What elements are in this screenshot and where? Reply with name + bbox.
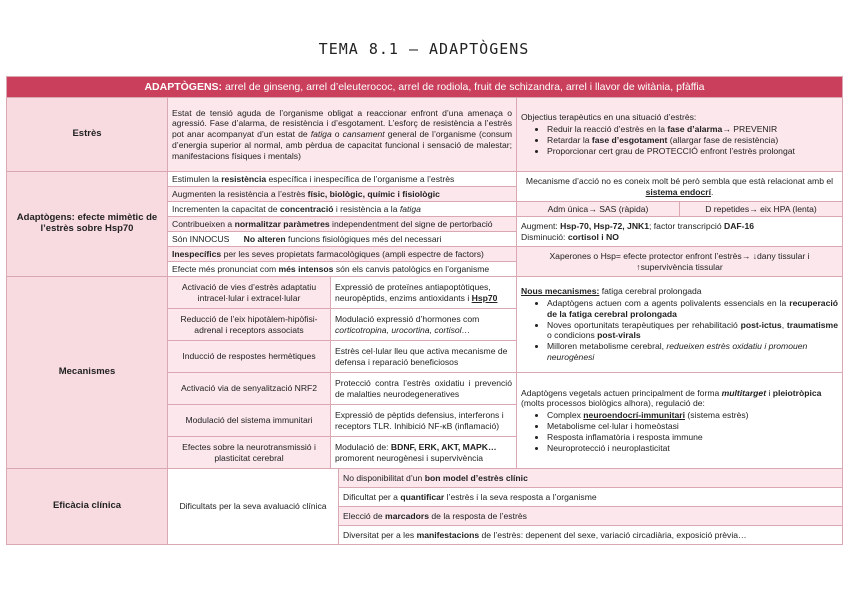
mech-right-2: Modulació expressió d’hormones com corticotropina, urocortina, cortisol… xyxy=(331,309,517,341)
summary-table xyxy=(6,76,843,545)
estres-objectives xyxy=(517,98,843,172)
mech-left-3: Inducció de respostes hermètiques xyxy=(168,341,331,373)
adapt-adm-repetides: D repetides→ eix HPA (lenta) xyxy=(680,202,843,217)
vegetal-item: • Metabolisme cel·lular i homeòstasi xyxy=(547,421,838,432)
adapt-row-1: Estimulen la resistència específica i inespecífica de l’organisme a l’estrès xyxy=(168,172,517,187)
mech-left-6: Efectes sobre la neurotransmissió i plasticitat cerebral xyxy=(168,437,331,469)
new-mechanisms-title: Nous mecanismes: fatiga cerebral prolongada xyxy=(521,286,702,297)
vegetal-title: Adaptògens vegetals actuen principalment de forma multitarget i pleiotròpica (molts processos biològics alhora), regulació de: xyxy=(521,387,822,409)
new-mechanism-item: • Noves oportunitats terapèutiques per rehabilitació post-ictus, traumatisme o condicions post-virals xyxy=(547,320,838,342)
mech-left-4: Activació via de senyalització NRF2 xyxy=(168,373,331,405)
header-label: ADAPTÒGENS: xyxy=(144,80,223,93)
adapt-row-3: Incrementen la capacitat de concentració i resistència a la fatiga xyxy=(168,202,517,217)
section-estres: Estrès xyxy=(7,98,168,172)
objective-item: • Retardar la fase d’esgotament (allargar fase de resistència) xyxy=(547,135,838,146)
adaptogens-header xyxy=(7,77,843,98)
adapt-row-2: Augmenten la resistència a l’estrès físic, biològic, químic i fisiològic xyxy=(168,187,517,202)
eficacia-item-2: Dificultat per a quantificar l’estrès i la seva resposta a l’organisme xyxy=(339,488,843,507)
new-mechanisms xyxy=(517,277,843,373)
page-title: TEMA 8.1 – ADAPTÒGENS xyxy=(318,40,530,58)
adapt-xaperones: Xaperones o Hsp= efecte protector enfront l’estrès→ ↓dany tissular i ↑supervivència tissular xyxy=(517,247,843,277)
adapt-row-6: Inespecífics per les seves propietats farmacològiques (ampli espectre de factors) xyxy=(168,247,517,262)
mech-left-2: Reducció de l’eix hipotàlem-hipòfisi-adrenal i receptors associats xyxy=(168,309,331,341)
eficacia-item-3: Elecció de marcadors de la resposta de l’estrès xyxy=(339,507,843,526)
new-mechanism-item: • Adaptògens actuen com a agents polivalents essencials en la recuperació de la fatiga cerebral prolongada xyxy=(547,298,838,320)
mech-right-6: Modulació de: BDNF, ERK, AKT, MAPK… promorent neurogènesi i supervivència xyxy=(331,437,517,469)
augment-line: Augment: Hsp-70, Hsp-72, JNK1; factor transcripció DAF-16 xyxy=(521,220,755,231)
section-mecanismes: Mecanismes xyxy=(7,277,168,469)
estres-description: Estat de tensió aguda de l’organisme obligat a reaccionar enfront d’una amenaça o agressió. Fase d’alarma, de resistència i d’esgotament. L’esforç de resistència a l’estrès pot anar acompanyat d’un estat de fatiga o cansament general de l’organisme (consum d’energia superior al normal, amb pèrdua de capacitat funcional i sensació de malestar; manifestacions físiques i mentals) xyxy=(168,98,517,172)
objectives-title: Objectius terapèutics en una situació d’estrès: xyxy=(521,112,697,123)
section-eficacia: Eficàcia clínica xyxy=(7,469,168,545)
new-mechanism-item: • Milloren metabolisme cerebral, redueixen estrès oxidatiu i promouen neurogènesi xyxy=(547,341,838,363)
mech-left-1: Activació de vies d’estrès adaptatiu intracel·lular i extracel·lular xyxy=(168,277,331,309)
adapt-mechanism: Mecanisme d’acció no es coneix molt bé però sembla que està relacionat amb el sistema endocrí. xyxy=(517,172,843,202)
vegetal-item: • Neuroprotecció i neuroplasticitat xyxy=(547,443,838,454)
adapt-row-5: Són INNOCUS No alteren funcions fisiològiques més del necessari xyxy=(168,232,517,247)
vegetal-adaptogens xyxy=(517,373,843,469)
disminucio-line: Disminució: cortisol i NO xyxy=(521,231,619,242)
eficacia-item-1: No disponibilitat d’un bon model d’estrès clínic xyxy=(339,469,843,488)
mech-right-5: Expressió de pèptids defensius, interferons i receptors TLR. Inhibició NF-κB (inflamació) xyxy=(331,405,517,437)
adapt-adm-unica: Adm única→ SAS (ràpida) xyxy=(517,202,680,217)
mech-right-3: Estrès cel·lular lleu que activa mecanisme de defensa i reparació beneficiosos xyxy=(331,341,517,373)
adapt-augment xyxy=(517,217,843,247)
mech-right-1: Expressió de proteïnes antiapoptòtiques, neuropèptids, enzims antioxidants i Hsp70 xyxy=(331,277,517,309)
section-adaptogens: Adaptògens: efecte mimètic de l’estrès sobre Hsp70 xyxy=(7,172,168,277)
eficacia-item-4: Diversitat per a les manifestacions de l’estrès: depenent del sexe, variació circadiària, exposició prèvia… xyxy=(339,526,843,545)
eficacia-middle: Dificultats per la seva avaluació clínica xyxy=(168,469,339,545)
vegetal-item: • Resposta inflamatòria i resposta immune xyxy=(547,432,838,443)
mech-left-5: Modulació del sistema immunitari xyxy=(168,405,331,437)
objective-item: • Proporcionar cert grau de PROTECCIÓ enfront l’estrès prolongat xyxy=(547,146,838,157)
adapt-row-4: Contribueixen a normalitzar paràmetres independentment del signe de pertorbació xyxy=(168,217,517,232)
header-text: arrel de ginseng, arrel d’eleuterococ, arrel de rodiola, fruit de schizandra, arrel i llavor de witània, pfàffia xyxy=(222,80,705,93)
adapt-row-7: Efecte més pronunciat com més intensos són els canvis patològics en l’organisme xyxy=(168,262,517,277)
vegetal-item: • Complex neuroendocrí-immunitari (sistema estrès) xyxy=(547,410,838,421)
mech-right-4: Protecció contra l’estrès oxidatiu i prevenció de malalties neurodegeneratives xyxy=(331,373,517,405)
objective-item: • Reduir la reacció d’estrès en la fase d’alarma→ PREVENIR xyxy=(547,124,838,135)
